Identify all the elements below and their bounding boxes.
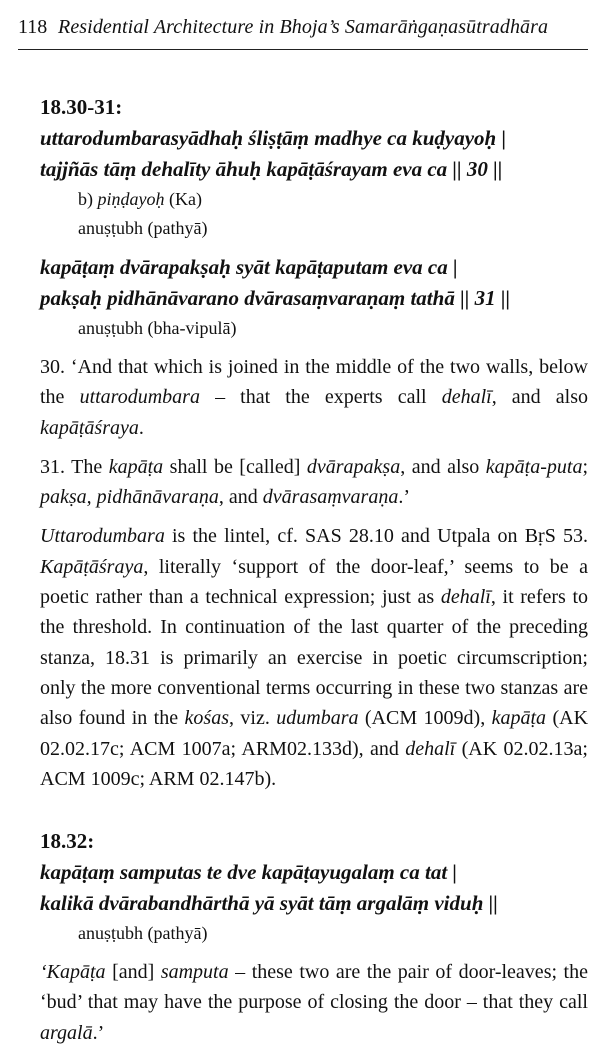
term: dehalī [441, 386, 492, 409]
term: kapāṭa [491, 707, 547, 730]
meter-note: anuṣṭubh (pathyā) [78, 923, 208, 944]
sanskrit-line: kapāṭaṃ dvārapakṣaḥ syāt kapāṭaputam eva ca | [40, 255, 458, 279]
verse-reference: 18.32: [40, 829, 95, 854]
term: ‘Kapāṭa [40, 961, 106, 984]
text-run: 30. ‘And that which is joined in the middle of the two walls, below the [40, 356, 588, 409]
term: Kapāṭāśraya [40, 555, 144, 578]
variant-reading [78, 185, 588, 214]
text-run: is the lintel, cf. SAS 28.10 and Utpala on BṛS 53. [164, 525, 588, 548]
text-run: , and also [400, 455, 486, 478]
sanskrit-line: kalikā dvārabandhārthā yā syāt tāṃ argalāṃ viduḥ || [40, 891, 498, 916]
variant-source: (Ka) [164, 189, 202, 209]
text-run: (ACM 1009d), [358, 707, 492, 730]
term: Uttarodumbara [40, 525, 165, 548]
text-run: , it refers to the threshold. In continuation of the last quarter of the preceding stanza, 18.31 is primarily an exercise in poetic circumscription; only the more conventional terms occurring in these two stanzas are also found in the [40, 586, 589, 730]
text-run: [and] [105, 961, 161, 984]
running-header [18, 8, 588, 52]
sanskrit-line: tajjñās tāṃ dehalīty āhuḥ kapāṭāśrayam eva ca || 30 || [40, 157, 503, 181]
header-rule [18, 49, 588, 50]
term: dvārasaṃvaraṇa [262, 486, 399, 509]
text-run: , and [218, 486, 263, 509]
text-run: shall be [called] [163, 455, 307, 478]
text-run: .’ [398, 486, 410, 509]
commentary-paragraph [40, 521, 588, 794]
term: dehalī [440, 586, 491, 609]
text-run: , and also [491, 386, 589, 409]
sanskrit-line: uttarodumbarasyādhaḥ śliṣṭāṃ madhye ca kuḍyayoḥ | [40, 126, 507, 150]
page-number: 118 [18, 16, 48, 38]
term: pakṣa, pidhānāvaraṇa [40, 486, 219, 509]
text-run: (AK 02.02.17c; ACM 1007a; ARM02.133d), and [40, 707, 589, 760]
text-run: – these two are the pair of door-leaves; the ‘bud’ that may have the purpose of closing the door – that they call [40, 961, 588, 1014]
sanskrit-line: pakṣaḥ pidhānāvarano dvārasaṃvaraṇaṃ tathā || 31 || [40, 286, 511, 310]
text-run: , literally ‘support of the door-leaf,’ seems to be a poetic rather than a technical expression; just as [40, 555, 588, 609]
term: udumbara [276, 707, 359, 730]
running-title: Residential Architecture in Bhoja’s Samarāṅgaṇasūtradhāra [58, 16, 549, 38]
text-run: 31. The [40, 455, 109, 478]
text-run: (AK 02.02.13a; ACM 1009c; ARM 02.147b). [40, 737, 588, 790]
meter-note: anuṣṭubh (bha-vipulā) [78, 318, 237, 338]
term: kapāṭāśraya [40, 416, 139, 439]
translation-31 [40, 452, 588, 513]
page-body [40, 92, 588, 1048]
translation-30 [40, 352, 588, 443]
verse-block-18-30-31 [40, 92, 588, 343]
term: kośas [184, 707, 229, 730]
text-run: ; [582, 455, 589, 478]
term: samputa [160, 961, 229, 984]
text-run: .’ [92, 1021, 105, 1044]
term: kapāṭa [108, 455, 164, 478]
variant-word: piṇḍayoḥ [97, 189, 165, 209]
text-run: . [138, 416, 144, 439]
variant-label: b) [78, 189, 98, 209]
meter-note: anuṣṭubh (pathyā) [78, 218, 208, 238]
text-run: , viz. [228, 707, 277, 730]
term: dehalī [405, 737, 456, 760]
term: uttarodumbara [79, 386, 200, 409]
text-run: – that the experts call [199, 386, 442, 409]
term: kapāṭa-puta [485, 455, 583, 478]
verse-block-18-32 [40, 826, 588, 948]
verse-reference: 18.30-31: [40, 95, 123, 119]
term: argalā [40, 1021, 93, 1044]
term: dvārapakṣa [306, 455, 401, 478]
sanskrit-line: kapāṭaṃ samputas te dve kapāṭayugalaṃ ca tat | [40, 860, 458, 885]
